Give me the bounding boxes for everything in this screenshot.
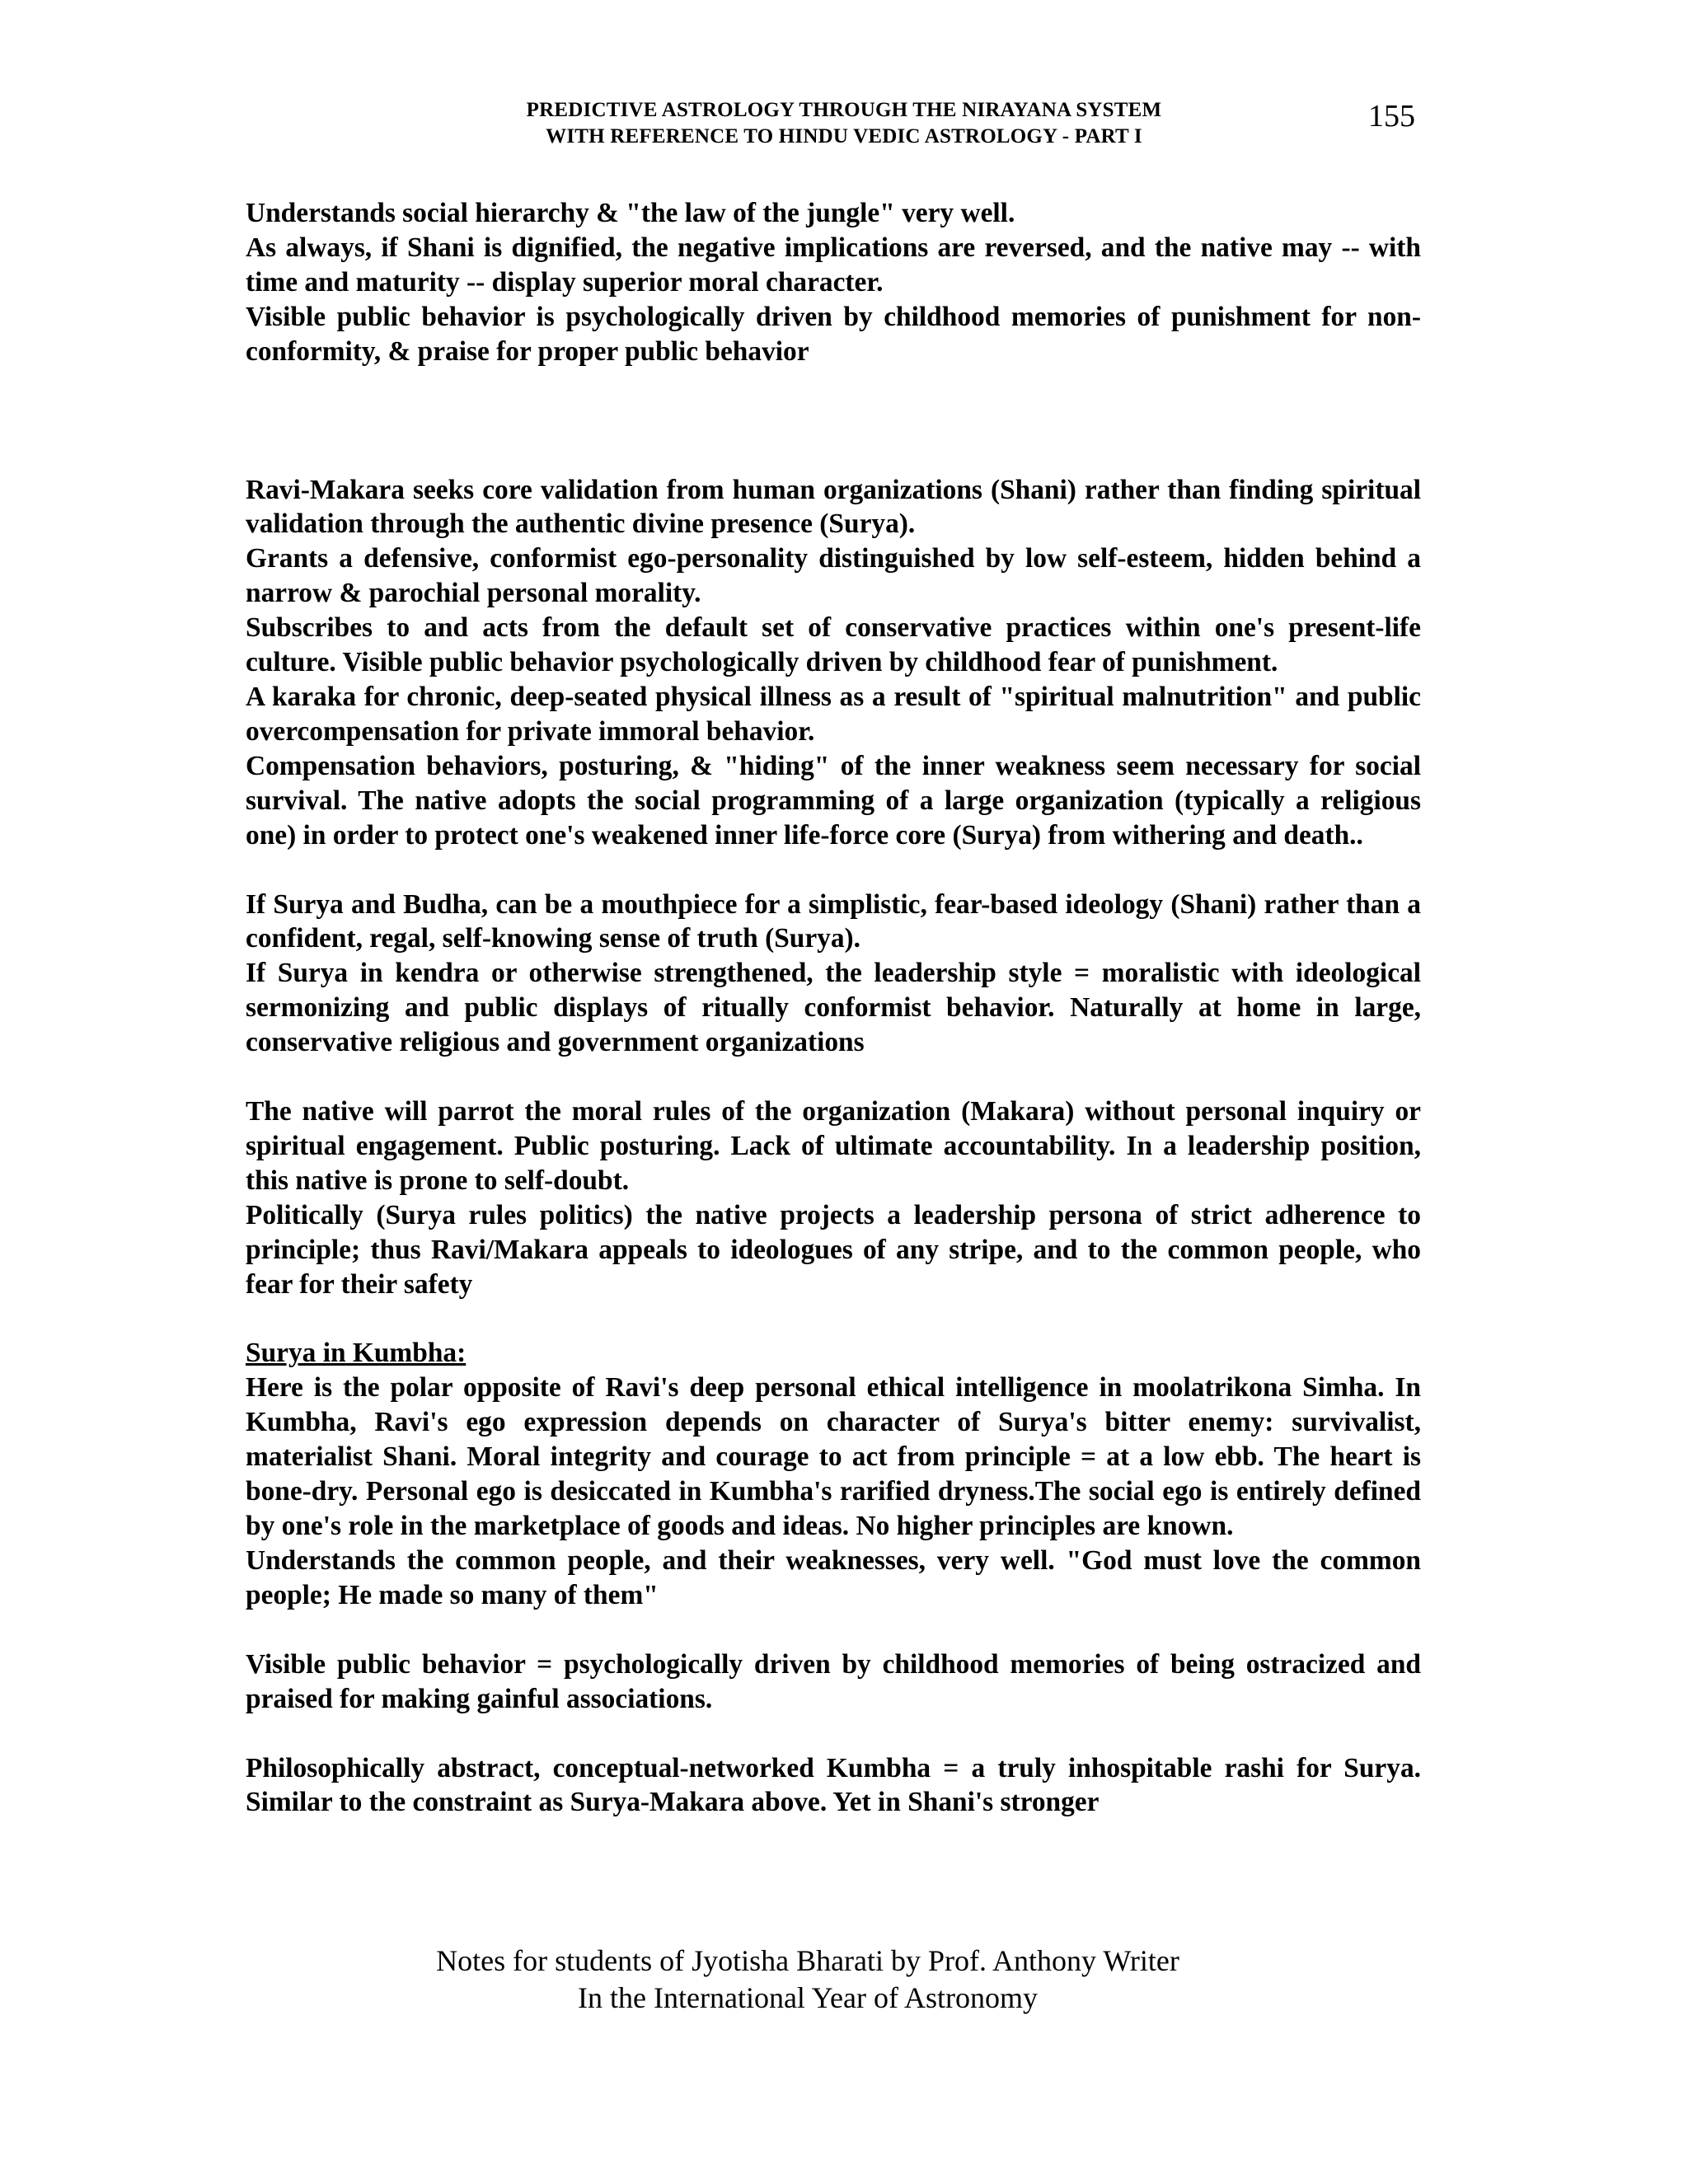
page-footer (0, 1943, 1615, 2017)
page-number: 155 (1368, 99, 1415, 134)
paragraph: Visible public behavior is psychologically driven by childhood memories of punishment for non-conformity, & praise for proper public behavior (246, 301, 1421, 367)
paragraph: If Surya and Budha, can be a mouthpiece for a simplistic, fear-based ideology (Shani) rather than a confident, regal, self-knowing sense of truth (Surya). (246, 888, 1421, 954)
paragraph: Grants a defensive, conformist ego-personality distinguished by low self-esteem, hidden behind a narrow & parochial personal morality. (246, 543, 1421, 609)
paragraph-spacer (246, 1060, 1421, 1094)
running-header-line-2: WITH REFERENCE TO HINDU VEDIC ASTROLOGY - PART I (546, 125, 1142, 148)
paragraph: If Surya in kendra or otherwise strengthened, the leadership style = moralistic with ideological sermonizing and public displays of ritually conformist behavior. Naturally at home in large, conservative religious and government organizations (246, 958, 1421, 1058)
paragraph-spacer (246, 1301, 1421, 1336)
paragraph-spacer (246, 1717, 1421, 1751)
paragraph-spacer (246, 369, 1421, 473)
paragraph: Understands the common people, and their weaknesses, very well. "God must love the common people; He made so many of them" (246, 1544, 1421, 1610)
paragraph: Compensation behaviors, posturing, & "hiding" of the inner weakness seem necessary for social survival. The native adopts the social programming of a large organization (typically a religious one) in order to protect one's weakened inner life-force core (Surya) from withering and death.. (246, 750, 1421, 851)
running-header-line-1: PREDICTIVE ASTROLOGY THROUGH THE NIRAYANA SYSTEM (526, 99, 1162, 121)
paragraph: Understands social hierarchy & "the law of the jungle" very well. (246, 198, 1015, 228)
paragraph-spacer (246, 853, 1421, 888)
paragraph: Subscribes to and acts from the default set of conservative practices within one's present-life culture. Visible public behavior psychologically driven by childhood fear of punishment. (246, 612, 1421, 678)
paragraph-spacer (246, 1613, 1421, 1647)
paragraph: Ravi-Makara seeks core validation from human organizations (Shani) rather than finding spiritual validation through the authentic divine presence (Surya). (246, 474, 1421, 540)
paragraph: As always, if Shani is dignified, the negative implications are reversed, and the native may -- with time and maturity -- display superior moral character. (246, 232, 1421, 298)
footer-line-1: Notes for students of Jyotisha Bharati by Prof. Anthony Writer (436, 1944, 1179, 1977)
footer-line-2: In the International Year of Astronomy (578, 1981, 1038, 2014)
paragraph: Philosophically abstract, conceptual-networked Kumbha = a truly inhospitable rashi for Surya. Similar to the constraint as Surya-Makara above. Yet in Shani's stronger (246, 1752, 1421, 1818)
paragraph: Politically (Surya rules politics) the native projects a leadership persona of strict adherence to principle; thus Ravi/Makara appeals to ideologues of any stripe, and to the common people, who fear for their safety (246, 1199, 1421, 1300)
section-heading: Surya in Kumbha: (246, 1338, 467, 1369)
paragraph: A karaka for chronic, deep-seated physical illness as a result of "spiritual malnutrition" and public overcompensation for private immoral behavior. (246, 681, 1421, 747)
paragraph: Here is the polar opposite of Ravi's deep personal ethical intelligence in moolatrikona Simha. In Kumbha, Ravi's ego expression depends on character of Surya's bitter enemy: survivalist, materialist Shani. Moral integrity and courage to act from principle = at a low ebb. The heart is bone-dry. Personal ego is desiccated in Kumbha's rarified dryness.The social ego is entirely defined by one's role in the marketplace of goods and ideas. No higher principles are known. (246, 1372, 1421, 1541)
running-header (0, 97, 1688, 150)
page-body (246, 196, 1421, 1820)
paragraph: Visible public behavior = psychologically driven by childhood memories of being ostracized and praised for making gainful associations. (246, 1648, 1421, 1714)
paragraph: The native will parrot the moral rules of the organization (Makara) without personal inquiry or spiritual engagement. Public posturing. Lack of ultimate accountability. In a leadership position, this native is prone to self-doubt. (246, 1096, 1421, 1196)
